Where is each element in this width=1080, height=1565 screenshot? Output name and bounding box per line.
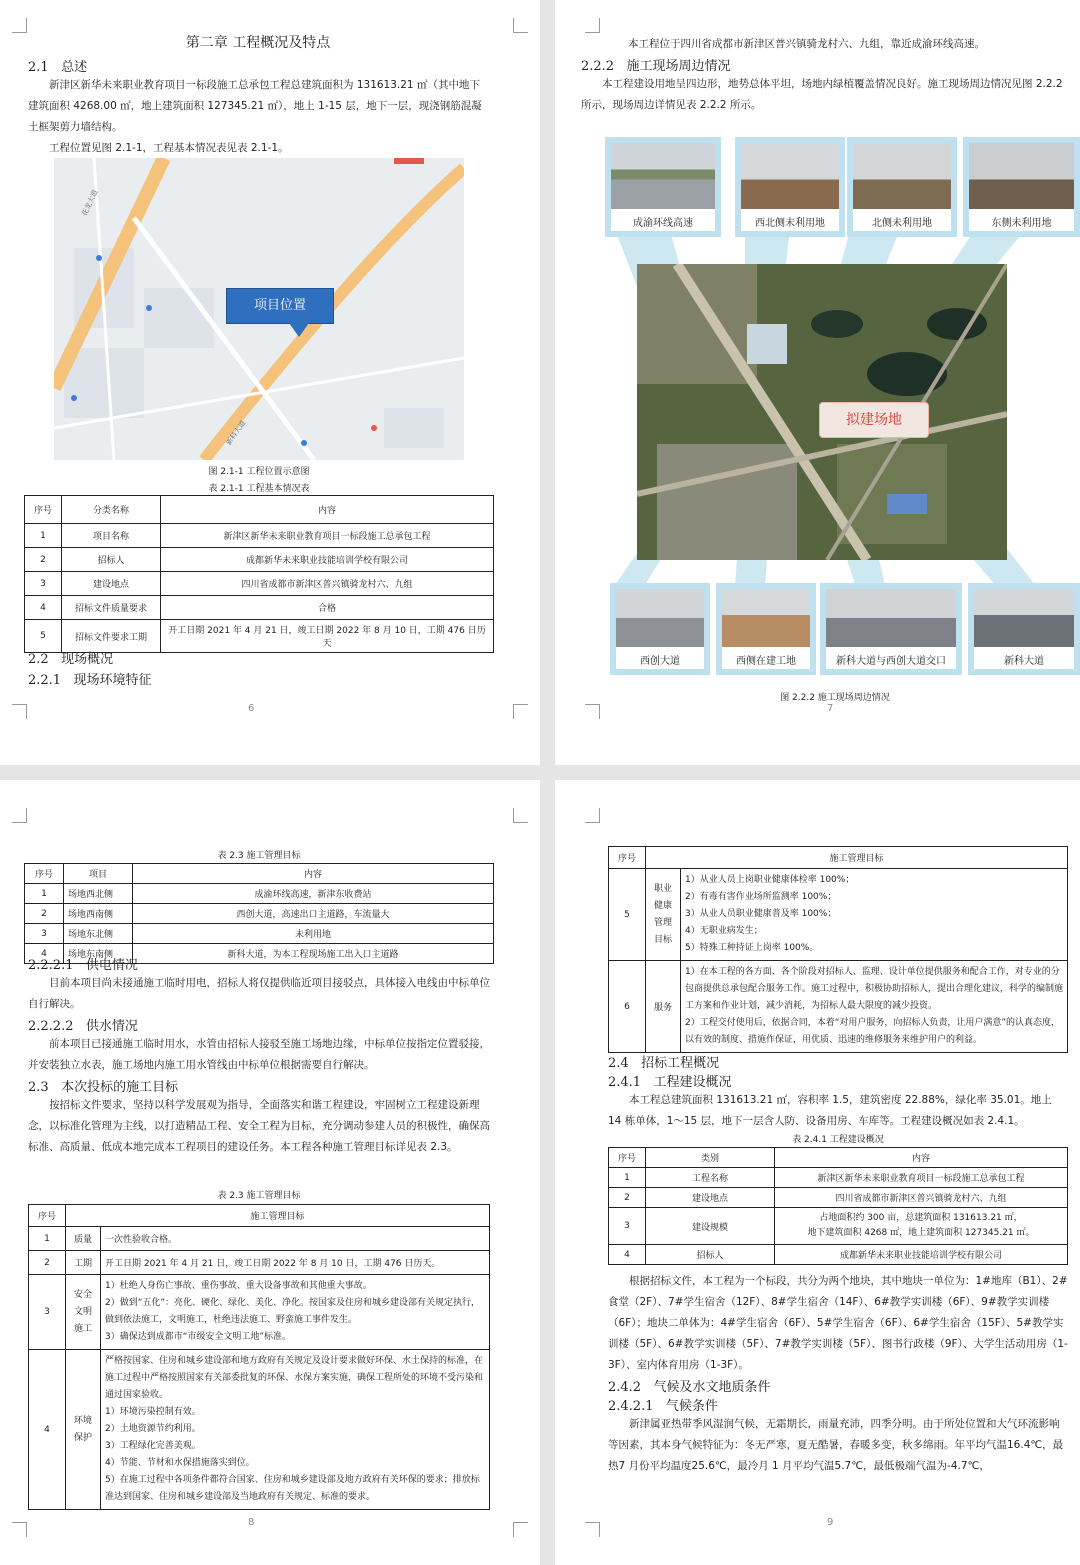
table-header: 内容 (161, 496, 494, 524)
paragraph: 新津属亚热带季风湿润气候，无霜期长，雨量充沛，四季分明。由于所处位置和大气环流影响等因素，其本身气候特征为：冬无严寒，夏无酷暑，春暖多变，秋多绵雨。年平均气温16.4℃，最热7 月份平均温度25.6℃，最冷月 1 月平均气温5.7℃，最低极端气温为-4.7℃， (608, 1418, 1064, 1472)
table-header: 施工管理目标 (646, 847, 1068, 869)
page-6 (0, 0, 540, 765)
paragraph: 新津区新华未来职业教育项目一标段施工总承包工程总建筑面积为 131613.21 ㎡（其中地下建筑面积 4268.00 ㎡，地上建筑面积 127345.21 ㎡），地上 1-15 层，地下一层，现浇钢筋混凝土框架剪力墙结构。 (28, 79, 482, 133)
section-heading: 2.2.1 现场环境特征 (28, 673, 152, 688)
paragraph: 本工程建设用地呈四边形，地势总体平坦，场地内绿植覆盖情况良好。施工现场周边情况见图 2.2.2 所示，现场周边详情见表 2.2.2 所示。 (581, 78, 1063, 111)
table-header: 分类名称 (62, 496, 161, 524)
page-7-content (581, 34, 1067, 116)
section-heading: 2.1 总述 (28, 60, 88, 75)
table-row: 1 质量 一次性验收合格。 (29, 1227, 490, 1251)
table-row: 2 场地西南侧 西创大道，高速出口主道路，车流量大 (25, 904, 494, 924)
crop-mark (585, 1522, 600, 1537)
table-row: 2 建设地点 四川省成都市新津区普兴镇骑龙村六、九组 (609, 1188, 1068, 1208)
section-heading: 2.4 招标工程概况 (608, 1056, 720, 1071)
map-road-label: 新科大道 (224, 419, 248, 447)
table-row: 3 场地东北侧 未利用地 (25, 924, 494, 944)
table-row: 2 招标人 成都新华未来职业技能培训学校有限公司 (25, 548, 494, 572)
section-heading: 2.4.2.1 气候条件 (608, 1399, 718, 1414)
page-7 (555, 0, 1080, 765)
table-header: 内容 (775, 1148, 1068, 1168)
section-heading: 2.4.2 气候及水文地质条件 (608, 1380, 771, 1395)
table-row: 3 建设地点 四川省成都市新津区普兴镇骑龙村六、九组 (25, 572, 494, 596)
location-callout: 项目位置 (226, 288, 334, 324)
table-row: 3 建设规模 占地面积约 300 亩，总建筑面积 131613.21 ㎡， 地下建筑面积 4268 ㎡，地上建筑面积 127345.21 ㎡。 (609, 1208, 1068, 1245)
photo-panel: 新科大道 (968, 583, 1080, 675)
callout-pointer (289, 323, 309, 337)
table-header: 序号 (609, 847, 646, 869)
photo-panel: 新科大道与西创大道交口 (820, 583, 962, 675)
paragraph: 本工程总建筑面积 131613.21 ㎡，容积率 1.5，建筑密度 22.88%，绿化率 35.01。地上 14 栋单体，1～15 层，地下一层含人防、设备用房、车库等。工程建设概况如表 2.4.1。 (608, 1094, 1052, 1127)
photo-panel: 东侧未利用地 (963, 137, 1080, 237)
crop-mark (12, 18, 27, 33)
table-row: 4 招标文件质量要求 合格 (25, 596, 494, 620)
table-header: 序号 (25, 496, 62, 524)
table-header: 类别 (646, 1148, 775, 1168)
basic-info-table (24, 495, 494, 653)
paragraph: 根据招标文件，本工程为一个标段，共分为两个地块，其中地块一单位为：1#地库（B1）、2#食堂（2F）、7#学生宿舍（12F）、8#学生宿舍（14F）、6#教学实训楼（6F）、9#教学实训楼（6F）；地块二单体为：4#学生宿舍（6F）、5#学生宿舍（6F）、6#学生宿舍（15F）、5#教学实训楼（5F）、6#教学实训楼（5F）、7#教学实训楼（5F）、图书行政楼（9F）、大学生活动用房（1-3F）、室内体育用房（1-3F）。 (608, 1275, 1068, 1371)
surroundings-table (24, 863, 494, 964)
table-row: 5 招标文件要求工期 开工日期 2021 年 4 月 21 日，竣工日期 2022 年 8 月 10 日，工期 476 日历天 (25, 620, 494, 653)
table-caption: 表 2.3 施工管理目标 (217, 1191, 301, 1201)
table-header: 施工管理目标 (66, 1205, 490, 1227)
photo-panel: 西创大道 (610, 583, 710, 675)
table-row: 1 场地西北侧 成渝环线高速，新津东收费站 (25, 884, 494, 904)
crop-mark (12, 808, 27, 823)
page-9 (555, 780, 1080, 1565)
page-6-content (28, 32, 488, 159)
map-road-label: 花龙大道 (80, 188, 100, 218)
crop-mark (585, 808, 600, 823)
table-header: 序号 (25, 864, 64, 884)
section-heading: 2.2 现场概况 (28, 652, 114, 667)
table-row: 1 项目名称 新津区新华未来职业教育项目一标段施工总承包工程 (25, 524, 494, 548)
project-overview-table (608, 1147, 1068, 1265)
paragraph: 工程位置见图 2.1-1，工程基本情况表见表 2.1-1。 (49, 142, 289, 154)
figure-caption: 图 2.1-1 工程位置示意图 (208, 467, 310, 477)
crop-mark (513, 18, 528, 33)
site-label: 拟建场地 (819, 402, 929, 438)
table-caption: 表 2.3 施工管理目标 (217, 851, 301, 861)
crop-mark (513, 1522, 528, 1537)
section-heading: 2.2.2 施工现场周边情况 (581, 59, 731, 74)
photo-panel: 北侧未利用地 (847, 137, 957, 237)
crop-mark (585, 704, 600, 719)
table-row: 3 安全文明施工 1）杜绝人身伤亡事故、重伤事故、重大设备事故和其他重大事故。 2）做到“五化”：亮化、硬化、绿化、美化、净化。按国家及住房和城乡建设部有关规定执行，做到依法施工，文明施工，杜绝违法施工、野蛮施工事件发生。 3）确保达到成都市“市级安全文明工地”标准。 (29, 1275, 490, 1350)
page-number: 6 (248, 703, 255, 714)
paragraph: 目前本项目尚未接通施工临时用电，招标人将仅提供临近项目接驳点，具体接入电线由中标单位自行解决。 (28, 977, 490, 1010)
crop-mark (513, 704, 528, 719)
page-number: 7 (827, 703, 834, 714)
page-8-content (28, 954, 490, 1158)
table-row: 5 职业健康管理目标 1）从业人员上岗职业健康体检率 100%； 2）有毒有害作业场所监测率 100%； 3）从业人员职业健康普及率 100%； 4）无职业病发生； 5）特殊工种持证上岗率 100%。 (609, 869, 1068, 961)
table-row: 4 场地东南侧 新科大道，为本工程现场施工出入口主道路 (25, 944, 494, 964)
aerial-photo (637, 264, 1007, 560)
crop-mark (12, 1522, 27, 1537)
section-heading: 2.2.2.1 供电情况 (28, 958, 138, 973)
table-row: 2 工期 开工日期 2021 年 4 月 21 日，竣工日期 2022 年 8 月 10 日，工期 476 日历天。 (29, 1251, 490, 1275)
table-row: 4 招标人 成都新华未来职业技能培训学校有限公司 (609, 1245, 1068, 1265)
table-header: 项目 (64, 864, 133, 884)
section-heading: 2.4.1 工程建设概况 (608, 1075, 732, 1090)
management-goals-table-cont (608, 846, 1068, 1053)
section-heading: 2.2.2.2 供水情况 (28, 1019, 138, 1034)
table-header: 内容 (133, 864, 494, 884)
table-header: 序号 (29, 1205, 66, 1227)
photo-panel: 成渝环线高速 (605, 137, 721, 237)
management-goals-table (28, 1204, 490, 1510)
table-caption: 表 2.1-1 工程基本情况表 (208, 484, 310, 494)
location-map (54, 158, 464, 460)
crop-mark (513, 808, 528, 823)
table-row: 4 环境保护 严格按国家、住房和城乡建设部和地方政府有关规定及设计要求做好环保、水土保持的标准，在施工过程中严格按照国家有关部委批复的环保、水保方案实施，确保工程所处的环境不受污染和通过国家验收。 1）环境污染控制有效。 2）土地资源节约利用。 3）工程绿化完善美观。 4）节能、节材和水保措施落实到位。 5）在施工过程中各项条件都符合国家、住房和城乡建设部及地方政府有关环保的要求；排放标准达到国家、住房和城乡建设部及当地政府有关规定、标准的要求。 (29, 1350, 490, 1510)
crop-mark (585, 18, 600, 33)
paragraph: 按招标文件要求，坚持以科学发展观为指导，全面落实和谐工程建设，牢固树立工程建设新理念，以标准化管理为主线，以打造精品工程、安全工程为目标，充分调动参建人员的积极性，确保高标准、高质量、低成本地完成本工程项目的建设任务。本工程各种施工管理目标详见表 2.3。 (28, 1099, 490, 1153)
table-row: 6 服务 1）在本工程的各方面、各个阶段对招标人、监理、设计单位提供服务和配合工作，对专业的分包商提供总承包配合服务工作。施工过程中，积极协助招标人，提出合理化建议，科学的编制施工方案和作业计划，减少消耗，为招标人最大限度的减少投资。 2）工程交付使用后，依据合同，本着“对用户服务，向招标人负责，让用户满意”的认真态度，以有效的制度、措施作保证，用优质、迅速的维修服务来维护用户的利益。 (609, 961, 1068, 1053)
table-row: 1 工程名称 新津区新华未来职业教育项目一标段施工总承包工程 (609, 1168, 1068, 1188)
photo-panel: 西北侧未利用地 (735, 137, 845, 237)
page-number: 9 (827, 1517, 834, 1528)
page-number: 8 (248, 1517, 255, 1528)
table-caption: 表 2.4.1 工程建设概况 (792, 1135, 884, 1145)
figure-caption: 图 2.2.2 施工现场周边情况 (780, 693, 890, 703)
paragraph: 本工程位于四川省成都市新津区普兴镇骑龙村六、九组，靠近成渝环线高速。 (628, 38, 985, 50)
section-heading: 2.3 本次投标的施工目标 (28, 1080, 179, 1095)
crop-mark (12, 704, 27, 719)
paragraph: 前本项目已接通施工临时用水，水管由招标人接驳至施工场地边缘，中标单位按指定位置驳接，并安装独立水表，施工场地内施工用水管线由中标单位根据需要自行解决。 (28, 1038, 490, 1071)
chapter-title: 第二章 工程概况及特点 (185, 35, 331, 51)
page-8 (0, 780, 540, 1565)
photo-panel: 西侧在建工地 (716, 583, 816, 675)
page-9-content (608, 1052, 1068, 1477)
table-header: 序号 (609, 1148, 646, 1168)
